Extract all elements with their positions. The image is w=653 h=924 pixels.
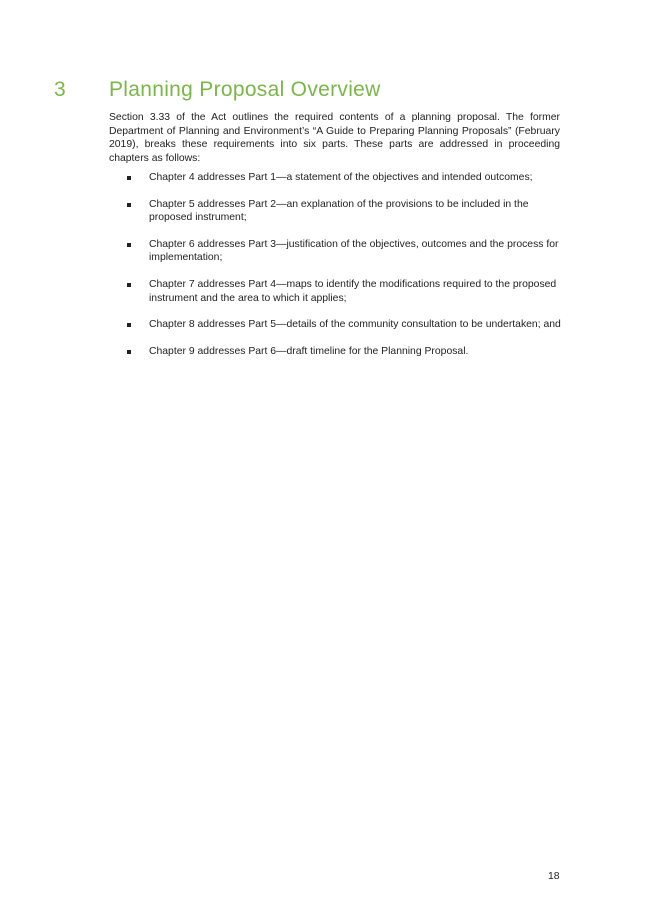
list-item-text: Chapter 4 addresses Part 1—a statement of the objectives and intended outcomes; — [149, 172, 533, 183]
section-number: 3 — [54, 78, 66, 101]
list-item — [127, 278, 563, 305]
chapter-list — [127, 171, 563, 371]
bullet-icon — [127, 176, 131, 180]
list-item — [127, 171, 563, 185]
list-item — [127, 318, 563, 332]
bullet-icon — [127, 283, 131, 287]
bullet-icon — [127, 203, 131, 207]
list-item-text: Chapter 7 addresses Part 4—maps to identify the modifications required to the proposed instrument and the area to which it applies; — [149, 278, 557, 304]
bullet-icon — [127, 243, 131, 247]
list-item — [127, 238, 563, 265]
list-item-text: Chapter 5 addresses Part 2—an explanation of the provisions to be included in the proposed instrument; — [149, 198, 529, 224]
list-item-text: Chapter 9 addresses Part 6—draft timeline for the Planning Proposal. — [149, 345, 469, 357]
list-item-text: Chapter 6 addresses Part 3—justification of the objectives, outcomes and the process for implementation; — [149, 238, 559, 264]
bullet-icon — [127, 350, 131, 354]
list-item-text: Chapter 8 addresses Part 5—details of the community consultation to be undertaken; and — [149, 319, 561, 331]
intro-paragraph: Section 3.33 of the Act outlines the required contents of a planning proposal. The former Department of Planning and Environment’s “A Guide to Preparing Planning Proposals” (February 2019), breaks these requirements into six parts. These parts are addressed in proceeding chapters as follows: — [109, 112, 560, 164]
page-number: 18 — [548, 871, 560, 882]
section-title: Planning Proposal Overview — [109, 78, 381, 101]
list-item — [127, 198, 563, 225]
bullet-icon — [127, 323, 131, 327]
list-item — [127, 345, 563, 359]
